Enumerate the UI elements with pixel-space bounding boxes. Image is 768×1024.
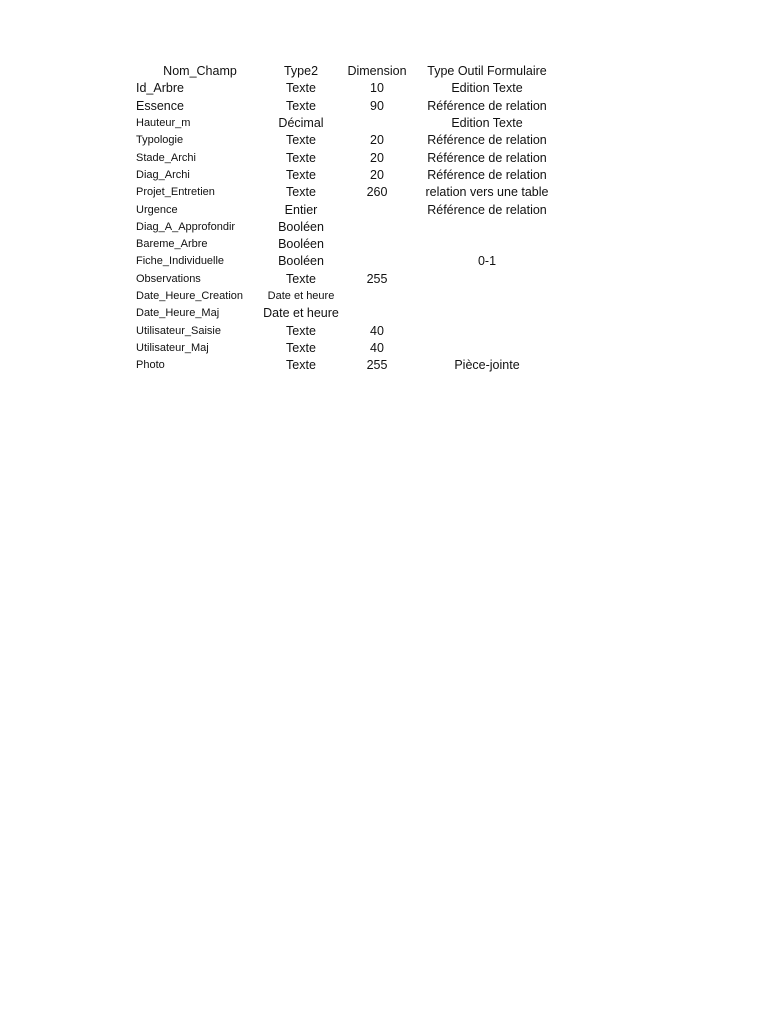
table-row: [136, 236, 566, 253]
header-dimension: Dimension: [347, 64, 407, 79]
field-dimension: 40: [370, 323, 384, 338]
table-row: [136, 167, 566, 184]
table-row: [136, 115, 566, 132]
field-name: Id_Arbre: [136, 81, 184, 96]
table-row: [136, 98, 566, 115]
field-tool: Edition Texte: [451, 81, 523, 96]
header-tool: Type Outil Formulaire: [427, 64, 547, 79]
field-name: Urgence: [136, 203, 178, 216]
field-name: Date_Heure_Maj: [136, 307, 220, 320]
field-type: Texte: [286, 358, 316, 373]
field-type: Texte: [286, 323, 316, 338]
table-row: [136, 80, 566, 97]
field-name: Utilisateur_Saisie: [136, 324, 221, 337]
table-row: [136, 184, 566, 201]
field-tool: Edition Texte: [451, 116, 523, 131]
field-type: Texte: [286, 81, 316, 96]
field-type: Booléen: [278, 219, 324, 234]
table-row: [136, 340, 566, 357]
table-row: [136, 305, 566, 322]
table-row: [136, 271, 566, 288]
field-name: Hauteur_m: [136, 117, 191, 130]
field-tool: relation vers une table: [425, 185, 549, 200]
field-type: Texte: [286, 150, 316, 165]
field-dimension: 260: [366, 185, 388, 200]
table-row: [136, 132, 566, 149]
field-name: Diag_A_Approfondir: [136, 220, 236, 233]
field-type: Décimal: [278, 116, 324, 131]
field-tool: Référence de relation: [427, 133, 547, 148]
table-row: [136, 288, 566, 305]
field-type: Texte: [286, 271, 316, 286]
field-type: Booléen: [278, 254, 324, 269]
field-type: Entier: [284, 202, 318, 217]
field-name: Essence: [136, 98, 184, 113]
field-dimension: 255: [366, 358, 388, 373]
field-name: Typologie: [136, 134, 184, 147]
field-type: Date et heure: [263, 306, 339, 321]
table-row: [136, 149, 566, 166]
field-tool: Référence de relation: [427, 98, 547, 113]
field-name: Photo: [136, 359, 165, 372]
field-dimension: 90: [370, 98, 384, 113]
field-type: Texte: [286, 98, 316, 113]
field-type: Texte: [286, 185, 316, 200]
header-name: Nom_Champ: [163, 64, 237, 79]
table-row: [136, 201, 566, 218]
field-dimension: 20: [370, 167, 384, 182]
field-tool: Pièce-jointe: [454, 358, 520, 373]
field-tool: Référence de relation: [427, 167, 547, 182]
field-dimension: 255: [366, 271, 388, 286]
field-type: Date et heure: [267, 290, 335, 302]
field-type: Texte: [286, 340, 316, 355]
field-tool: Référence de relation: [427, 202, 547, 217]
table-row: [136, 253, 566, 270]
header-type: Type2: [283, 64, 319, 79]
field-tool: Référence de relation: [427, 150, 547, 165]
field-name: Date_Heure_Creation: [136, 290, 244, 302]
table-header-row: [136, 63, 566, 80]
table-row: [136, 357, 566, 374]
field-definition-table: [136, 63, 566, 374]
field-dimension: 20: [370, 150, 384, 165]
field-dimension: 20: [370, 133, 384, 148]
table-row: [136, 322, 566, 339]
table-row: [136, 219, 566, 236]
field-name: Observations: [136, 272, 201, 285]
field-name: Bareme_Arbre: [136, 238, 208, 251]
field-name: Projet_Entretien: [136, 186, 215, 199]
field-tool: 0-1: [477, 254, 497, 269]
field-name: Utilisateur_Maj: [136, 341, 209, 354]
field-name: Diag_Archi: [136, 168, 190, 181]
field-type: Texte: [286, 167, 316, 182]
field-dimension: 10: [370, 81, 384, 96]
field-name: Fiche_Individuelle: [136, 255, 225, 268]
field-type: Texte: [286, 133, 316, 148]
field-type: Booléen: [278, 237, 324, 252]
field-dimension: 40: [370, 340, 384, 355]
field-name: Stade_Archi: [136, 151, 196, 164]
